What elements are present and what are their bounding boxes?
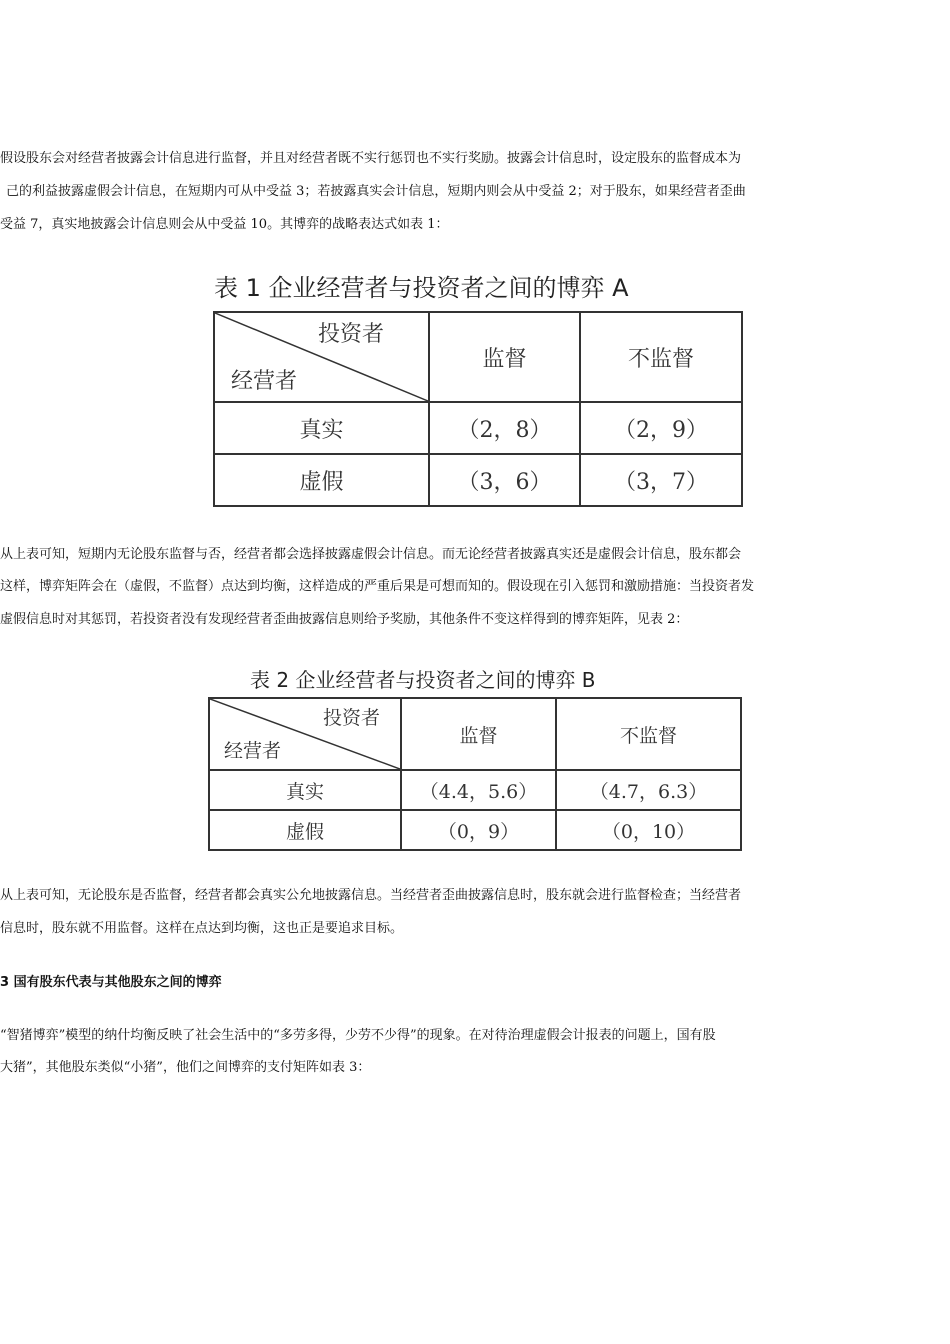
paragraph-3-line-1: 从上表可知，无论股东是否监督，经营者都会真实公允地披露信息。当经营者歪曲披露信息时，股东就会进行监督检查；当经营者 <box>0 888 742 903</box>
table-2-cell: （4.7，6.3） <box>556 770 741 810</box>
table-2-corner-cell <box>209 698 401 770</box>
table-1-row-label: 真实 <box>214 402 429 454</box>
paragraph-4-line-1: “智猪博弈”模型的纳什均衡反映了社会生活中的“多劳多得，少劳不少得”的现象。在对待治理虚假会计报表的问题上，国有股 <box>0 1028 716 1043</box>
table-1-cell: （2，8） <box>429 402 580 454</box>
paragraph-3-line-2: 信息时，股东就不用监督。这样在点达到均衡，这也正是要追求目标。 <box>0 921 404 936</box>
table-1-col-header: 监督 <box>429 312 580 402</box>
table-1 <box>213 311 743 507</box>
paragraph-2-line-1: 从上表可知，短期内无论股东监督与否，经营者都会选择披露虚假会计信息。而无论经营者披露真实还是虚假会计信息，股东都会 <box>0 547 742 562</box>
table-2-col-header: 不监督 <box>556 698 741 770</box>
section-heading: 3 国有股东代表与其他股东之间的博弈 <box>0 975 222 990</box>
table-1-corner-cell <box>214 312 429 402</box>
table-2-header-manager: 经营者 <box>224 740 282 762</box>
paragraph-2-line-2: 这样，博弈矩阵会在（虚假，不监督）点达到均衡，这样造成的严重后果是可想而知的。假设现在引入惩罚和激励措施：当投资者发 <box>0 579 755 594</box>
paragraph-2-line-3: 虚假信息时对其惩罚，若投资者没有发现经营者歪曲披露信息则给予奖励，其他条件不变这样得到的博弈矩阵，见表 2： <box>0 612 689 627</box>
table-1-row-label: 虚假 <box>214 454 429 506</box>
table-2-row-label: 虚假 <box>209 810 401 850</box>
table-1-header-manager: 经营者 <box>231 369 298 394</box>
table-2-cell: （4.4，5.6） <box>401 770 556 810</box>
table-1-cell: （2，9） <box>580 402 742 454</box>
table-1-caption: 表 1 企业经营者与投资者之间的博弈 A <box>214 274 629 302</box>
table-2-cell: （0，10） <box>556 810 741 850</box>
table-1-cell: （3，6） <box>429 454 580 506</box>
table-2-cell: （0，9） <box>401 810 556 850</box>
table-1-col-header: 不监督 <box>580 312 742 402</box>
table-1-cell: （3，7） <box>580 454 742 506</box>
paragraph-4-line-2: 大猪”，其他股东类似“小猪”，他们之间博弈的支付矩阵如表 3： <box>0 1060 371 1075</box>
paragraph-1-line-3: 受益 7，真实地披露会计信息则会从中受益 10。其博弈的战略表达式如表 1： <box>0 217 449 232</box>
table-2-row-label: 真实 <box>209 770 401 810</box>
table-2-header-investor: 投资者 <box>322 707 380 729</box>
table-2 <box>208 697 742 851</box>
table-2-col-header: 监督 <box>401 698 556 770</box>
table-2-caption: 表 2 企业经营者与投资者之间的博弈 B <box>250 668 596 692</box>
table-1-header-investor: 投资者 <box>317 322 384 347</box>
paragraph-1-line-1: 假设股东会对经营者披露会计信息进行监督，并且对经营者既不实行惩罚也不实行奖励。披露会计信息时，设定股东的监督成本为 <box>0 151 742 166</box>
paragraph-1-line-2: 己的利益披露虚假会计信息，在短期内可从中受益 3；若披露真实会计信息，短期内则会从中受益 2；对于股东，如果经营者歪曲 <box>6 184 746 199</box>
